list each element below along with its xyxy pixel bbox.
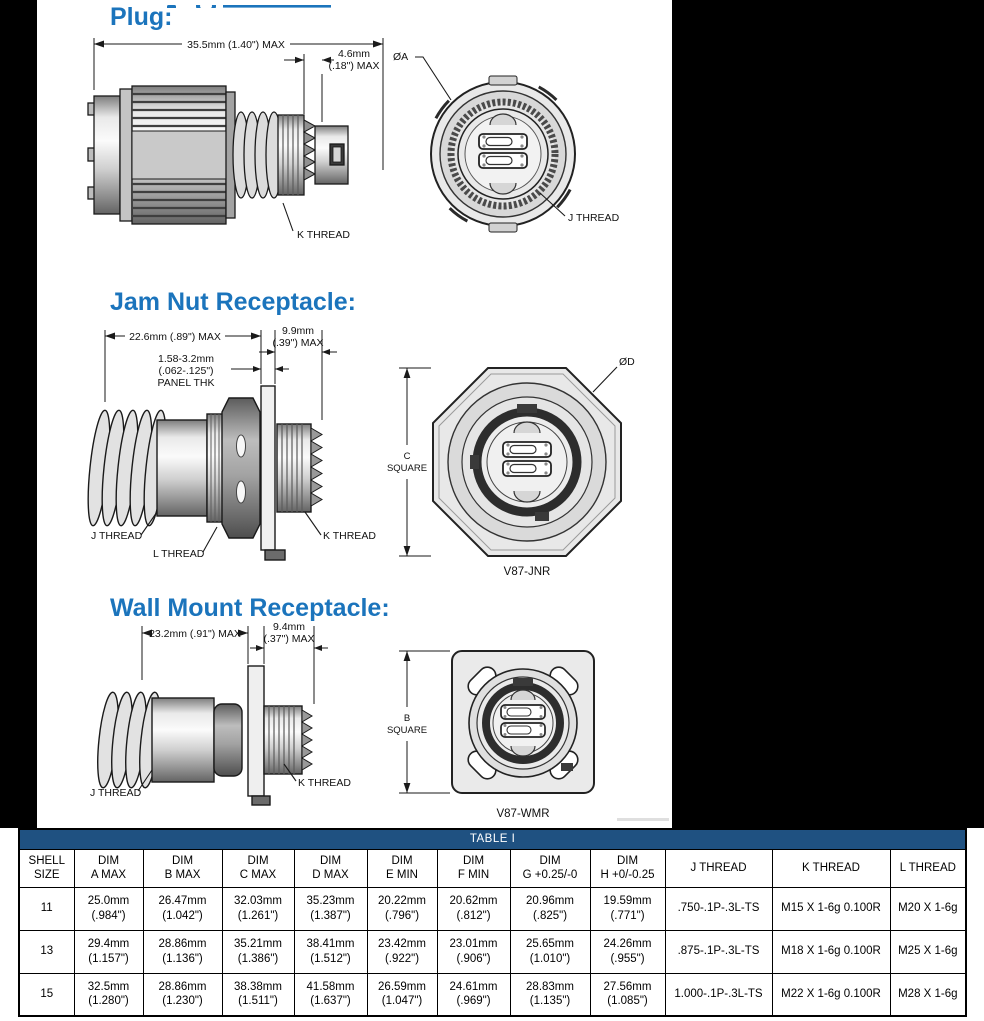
table-row-shell-15: [19, 973, 966, 1016]
table-title: TABLE I: [19, 829, 966, 849]
jam-nut-square-dimension: [399, 368, 431, 556]
cell-dim: 35.21mm (1.386"): [222, 930, 294, 973]
cell-l-thread: M28 X 1-6g: [890, 973, 966, 1016]
wall-mount-body: [94, 666, 312, 805]
jam-nut-nut-dim-line1: 9.9mm: [281, 325, 315, 337]
jam-nut-heading: Jam Nut Receptacle:: [110, 288, 356, 316]
cell-dim: 38.41mm (1.512"): [294, 930, 367, 973]
cell-dim: 26.59mm (1.047"): [367, 973, 437, 1016]
cell-k-thread: M18 X 1-6g 0.100R: [772, 930, 890, 973]
col-header-dim-e: DIM E MIN: [367, 849, 437, 887]
col-header-dim-f: DIM F MIN: [437, 849, 510, 887]
jam-nut-square-dim-line2: SQUARE: [386, 463, 428, 474]
cell-l-thread: M20 X 1-6g: [890, 887, 966, 930]
cell-dim: 32.03mm (1.261"): [222, 887, 294, 930]
cell-j-thread: 1.000-.1P-.3L-TS: [665, 973, 772, 1016]
wall-mount-j-thread-label: J THREAD: [90, 787, 142, 799]
cell-dim: 25.65mm (1.010"): [510, 930, 590, 973]
cell-dim: 28.86mm (1.230"): [143, 973, 222, 1016]
cell-dim: 26.47mm (1.042"): [143, 887, 222, 930]
cell-k-thread: M15 X 1-6g 0.100R: [772, 887, 890, 930]
jam-nut-overall-dim-label: 22.6mm (.89") MAX: [129, 331, 221, 343]
jam-nut-nut-dim-line2: (.39") MAX: [272, 337, 324, 349]
plug-tip-dim-line2: (.18") MAX: [328, 60, 380, 72]
cell-shell-size: 15: [19, 973, 74, 1016]
cropped-heading-fragment: [165, 0, 340, 8]
wall-mount-heading: Wall Mount Receptacle:: [110, 594, 390, 622]
jam-nut-j-thread-label: J THREAD: [91, 530, 143, 542]
cell-dim: 20.62mm (.812"): [437, 887, 510, 930]
wall-mount-square-dim-line1: B: [403, 713, 411, 724]
cell-dim: 32.5mm (1.280"): [74, 973, 143, 1016]
jam-nut-front-view-drawing: [385, 345, 655, 587]
wall-mount-flange: [248, 666, 264, 796]
plug-heading: Plug:: [110, 3, 173, 31]
cell-dim: 24.61mm (.969"): [437, 973, 510, 1016]
col-header-dim-g: DIM G +0.25/-0: [510, 849, 590, 887]
col-header-j-thread: J THREAD: [665, 849, 772, 887]
col-header-dim-b: DIM B MAX: [143, 849, 222, 887]
cell-dim: 25.0mm (.984"): [74, 887, 143, 930]
wall-mount-side-view-drawing: [60, 618, 390, 818]
jam-nut-panel-plate: [261, 386, 275, 550]
cell-dim: 24.26mm (.955"): [590, 930, 665, 973]
wall-mount-tip-dim-line1: 9.4mm: [272, 621, 306, 633]
cell-dim: 23.42mm (.922"): [367, 930, 437, 973]
jam-nut-front-connector: [433, 368, 621, 556]
right-black-margin: [672, 0, 984, 828]
jam-nut-caption: V87-JNR: [503, 566, 551, 578]
jam-nut-panel-note-line2: (.062-.125"): [158, 365, 214, 377]
cell-dim: 29.4mm (1.157"): [74, 930, 143, 973]
jam-nut-k-thread-label: K THREAD: [323, 530, 376, 542]
plug-diameter-a-label: ØA: [393, 51, 409, 63]
wall-mount-caption: V87-WMR: [496, 808, 550, 820]
cell-dim: 27.56mm (1.085"): [590, 973, 665, 1016]
col-header-k-thread: K THREAD: [772, 849, 890, 887]
cell-dim: 38.38mm (1.511"): [222, 973, 294, 1016]
wall-mount-tip-dim-line2: (.37") MAX: [263, 633, 315, 645]
col-header-dim-c: DIM C MAX: [222, 849, 294, 887]
jam-nut-hex-nut: [222, 398, 260, 538]
jam-nut-serration: [311, 428, 322, 506]
wall-mount-front-connector: [452, 651, 594, 793]
jam-nut-panel-note-line1: 1.58-3.2mm: [157, 353, 215, 365]
jam-nut-side-view-drawing: [55, 322, 395, 570]
table-row-shell-11: [19, 887, 966, 930]
plug-tip-dimension: [284, 54, 334, 122]
cell-dim: 41.58mm (1.637"): [294, 973, 367, 1016]
cell-dim: 35.23mm (1.387"): [294, 887, 367, 930]
jam-nut-k-thread-leader: [305, 512, 321, 535]
jam-nut-panel-note-line3: PANEL THK: [157, 377, 215, 389]
left-black-margin: [0, 0, 37, 828]
cell-j-thread: .750-.1P-.3L-TS: [665, 887, 772, 930]
wall-mount-square-dim-line2: SQUARE: [386, 725, 428, 736]
plug-overall-dim-label: 35.5mm (1.40") MAX: [187, 39, 285, 51]
wall-mount-overall-dim-label: 23.2mm (.91") MAX: [149, 628, 241, 640]
table-i: [18, 828, 967, 1017]
plug-body: [88, 86, 348, 224]
plug-j-thread-label: J THREAD: [568, 212, 620, 224]
cell-k-thread: M22 X 1-6g 0.100R: [772, 973, 890, 1016]
plug-k-thread-label: K THREAD: [297, 229, 350, 241]
col-header-dim-d: DIM D MAX: [294, 849, 367, 887]
wall-mount-k-thread-label: K THREAD: [298, 777, 351, 789]
cell-shell-size: 13: [19, 930, 74, 973]
plug-front-view-drawing: [385, 42, 635, 260]
jam-nut-l-thread-label: L THREAD: [153, 548, 205, 560]
plug-diameter-a-leader: [415, 57, 451, 100]
jam-nut-l-thread-leader: [203, 527, 217, 552]
plug-side-view-drawing: [78, 30, 396, 268]
col-header-dim-a: DIM A MAX: [74, 849, 143, 887]
cell-dim: 20.22mm (.796"): [367, 887, 437, 930]
jam-nut-square-dim-line1: C: [403, 451, 411, 462]
wall-mount-serration: [302, 710, 312, 770]
cell-dim: 23.01mm (.906"): [437, 930, 510, 973]
jam-nut-diameter-d-label: ØD: [619, 356, 635, 368]
table-row-shell-13: [19, 930, 966, 973]
col-header-shell-size: SHELL SIZE: [19, 849, 74, 887]
cell-dim: 19.59mm (.771"): [590, 887, 665, 930]
jam-nut-diameter-d-leader: [593, 367, 617, 392]
plug-tip-dim-line1: 4.6mm: [337, 48, 371, 60]
cell-dim: 28.83mm (1.135"): [510, 973, 590, 1016]
cell-l-thread: M25 X 1-6g: [890, 930, 966, 973]
cropped-heading-glyphs: [165, 5, 340, 8]
cell-j-thread: .875-.1P-.3L-TS: [665, 930, 772, 973]
plug-k-thread-leader: [283, 203, 293, 231]
col-header-dim-h: DIM H +0/-0.25: [590, 849, 665, 887]
cell-dim: 28.86mm (1.136"): [143, 930, 222, 973]
cell-shell-size: 11: [19, 887, 74, 930]
plug-serration: [304, 120, 315, 180]
col-header-l-thread: L THREAD: [890, 849, 966, 887]
wall-mount-front-view-drawing: [385, 635, 655, 827]
cell-dim: 20.96mm (.825"): [510, 887, 590, 930]
